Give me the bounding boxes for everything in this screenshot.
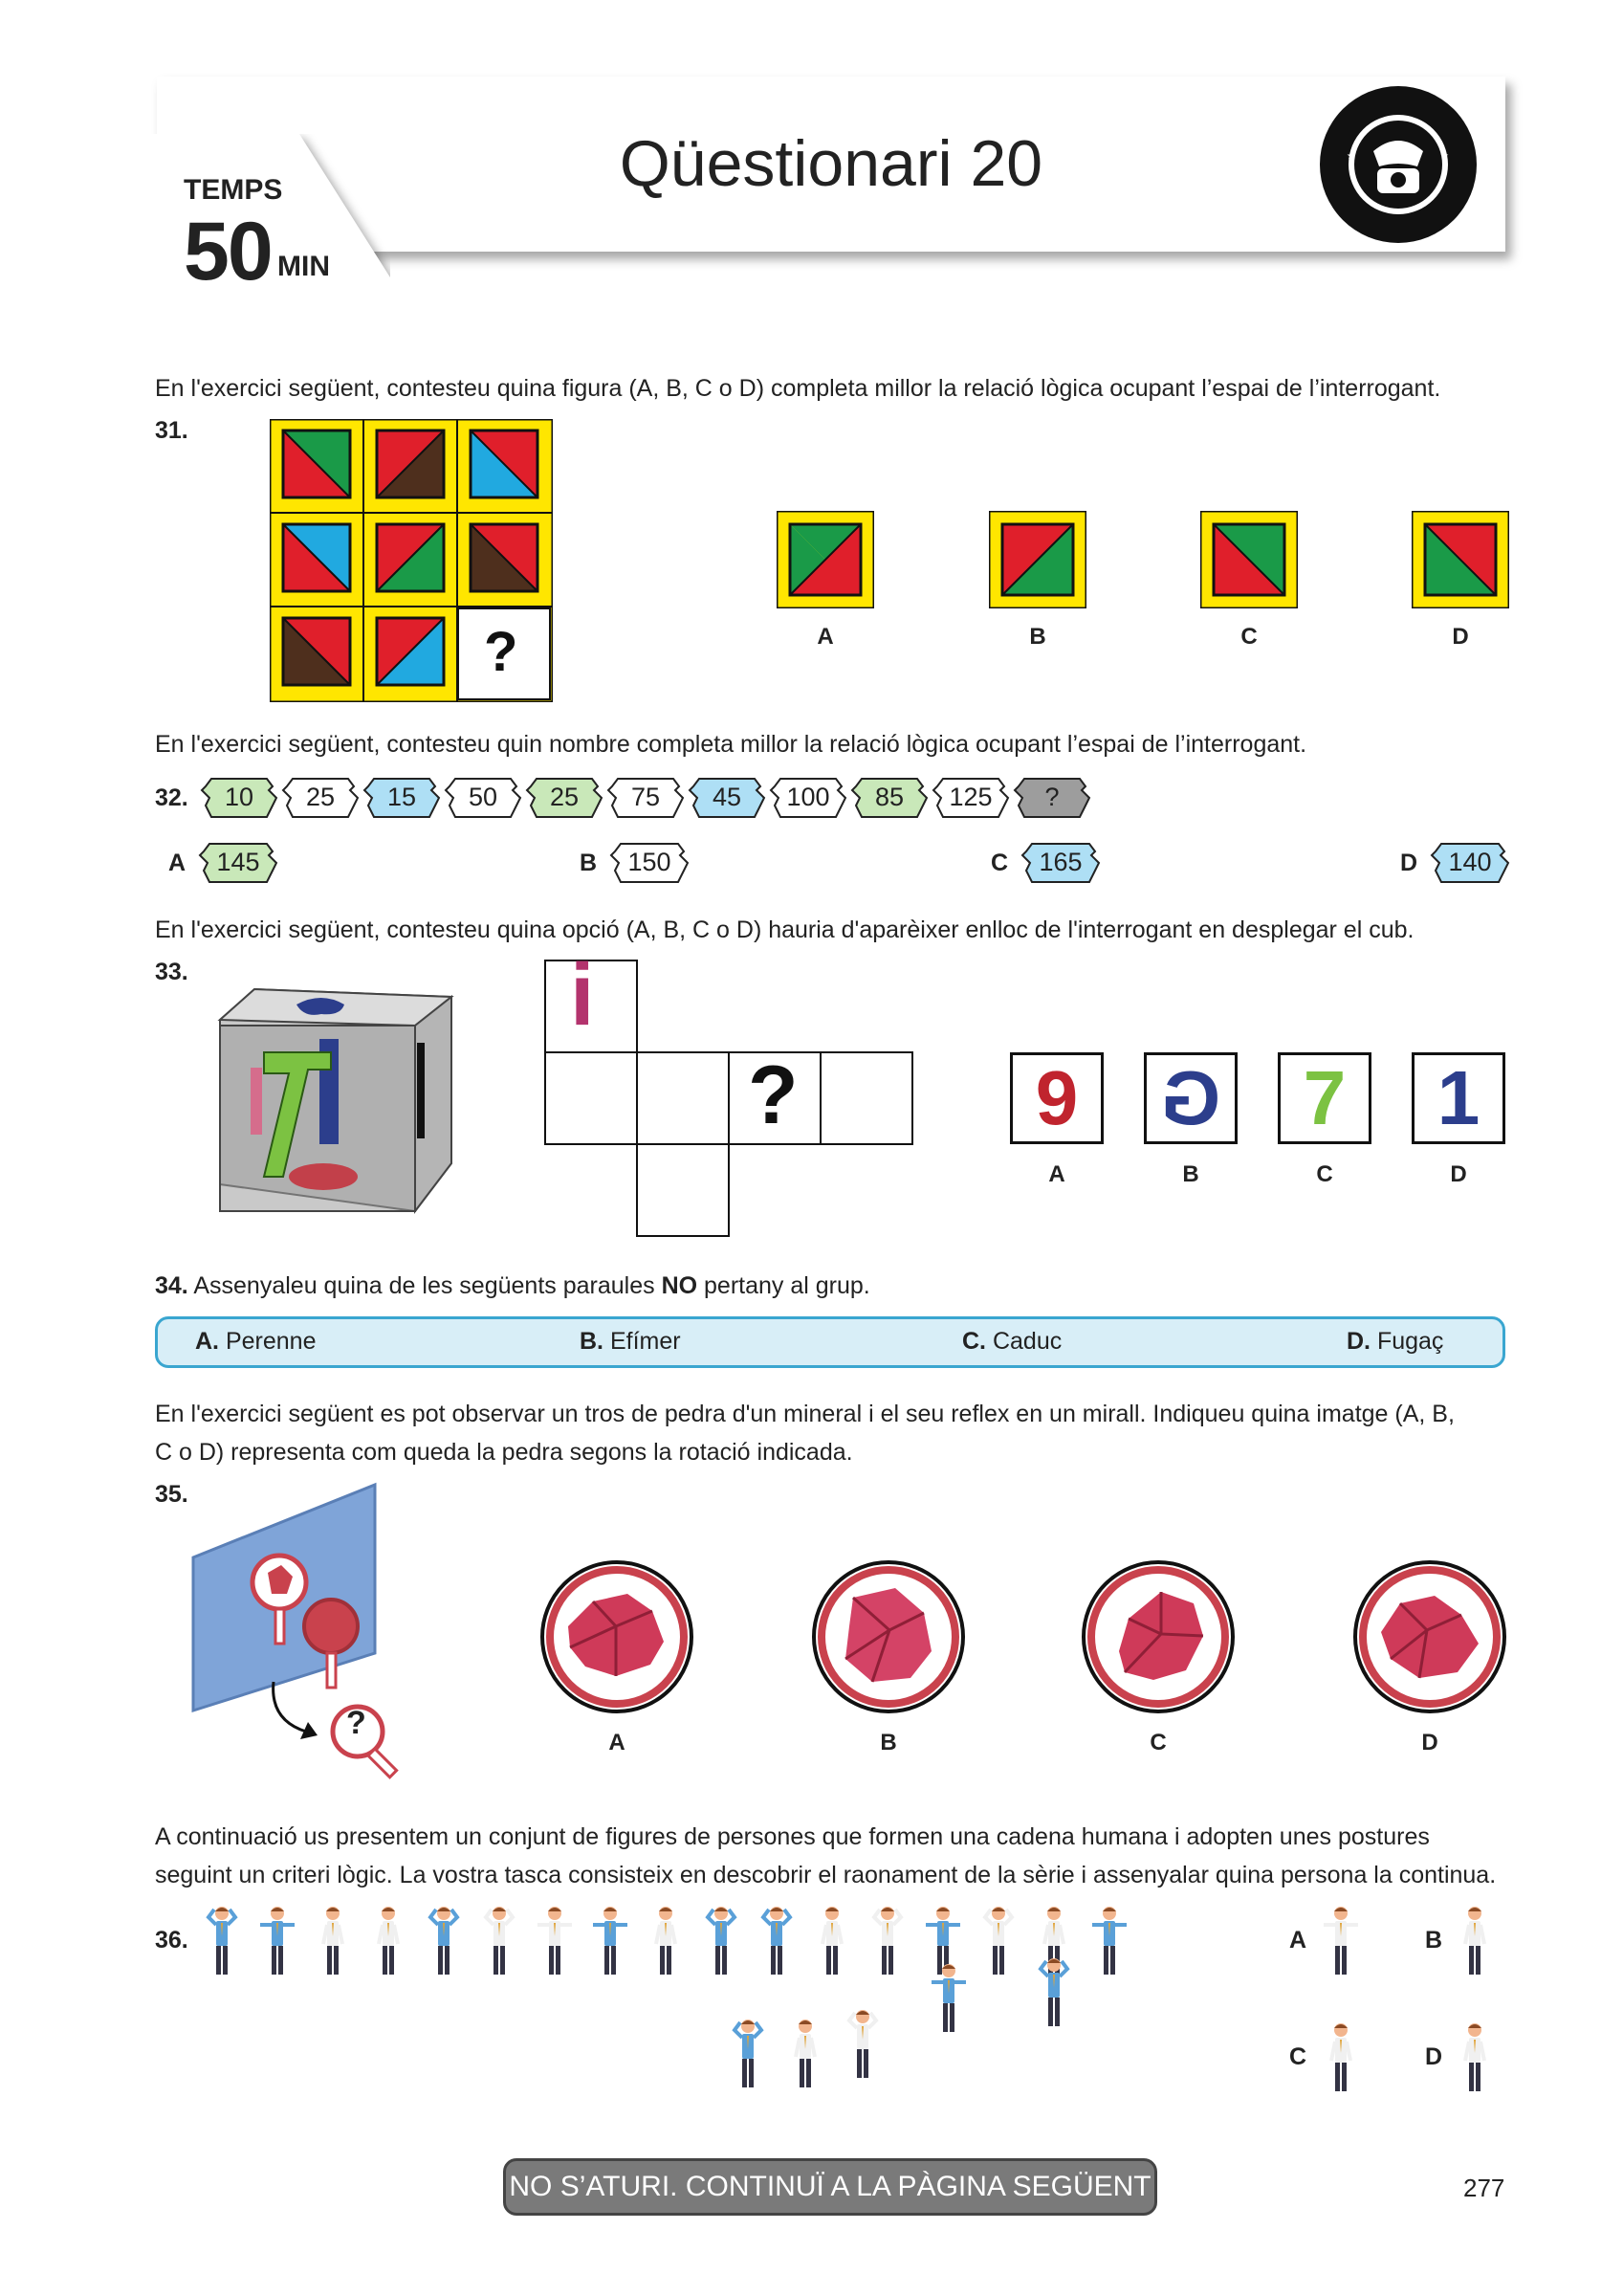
q32-option-value [197,842,279,884]
q31-cell-4 [283,524,350,591]
q36-person [811,1904,853,1978]
q34-option-b[interactable] [580,1328,681,1356]
q35-question-mark: ? [346,1705,366,1741]
q32-sequence-item [280,777,361,819]
q36-person [645,1904,687,1978]
q35-option-c-label: C [1150,1730,1167,1755]
q36-person [423,1904,465,1978]
q36-person [478,1904,520,1978]
instruction-35-line2: C o D) representa com queda la pedra segons la rotació indicada. [155,1439,853,1466]
svg-text:★: ★ [1440,151,1449,162]
question-number-31: 31. [155,417,188,444]
q36-option-person [1320,2020,1362,2095]
q36-option-b[interactable] [1454,1904,1496,1983]
q31-option-c-figure[interactable] [1200,511,1298,608]
q36-option-person [1320,1904,1362,1978]
q36-person [534,1904,576,1978]
q36-person [1088,1904,1130,1978]
svg-text:15: 15 [386,783,417,811]
q31-option-c-label: C [1240,624,1258,650]
q32-option-c-label: C [991,850,1009,876]
q32-sequence-item [605,777,686,819]
q34-option-c-value: Caduc [992,1328,1063,1355]
q36-option-c-label: C [1289,2043,1307,2070]
q33-option-c-label: C [1316,1161,1333,1187]
q32-sequence-item [849,777,930,819]
q36-person [312,1904,354,1978]
instruction-31: En l'exercici següent, contesteu quina figura (A, B, C o D) completa millor la relació lògica ocupant l’espai de l’interrogant. [155,375,1441,402]
svg-text:125: 125 [949,783,993,811]
q31-question-mark: ? [484,621,518,683]
q32-option-a[interactable] [197,842,279,884]
q34-text-before: Assenyaleu quina de les següents paraules [193,1272,655,1299]
q34-question [155,1267,870,1305]
q32-sequence-item [443,777,523,819]
q36-person [784,2017,826,2091]
q32-sequence-item [768,777,848,819]
q34-option-b-label: B. [580,1328,603,1355]
q32-sequence-item [524,777,604,819]
q36-person [367,1904,409,1978]
q33-option-a-label: A [1048,1161,1065,1187]
q31-cell-1 [283,430,350,497]
q35-mirror-figure [187,1481,417,1787]
q34-option-c-label: C. [962,1328,986,1355]
q33-cube [216,985,455,1215]
q31-option-a-label: A [817,624,834,650]
q32-sequence-item [687,777,767,819]
q35-option-d-label: D [1421,1730,1438,1755]
svg-text:145: 145 [216,848,260,876]
q36-option-c[interactable] [1320,2020,1362,2100]
q36-person [589,1904,631,1978]
q31-option-b-figure[interactable] [989,511,1086,608]
question-number-35: 35. [155,1481,188,1508]
svg-text:10: 10 [224,783,254,811]
q33-option-c[interactable]: 7 [1278,1052,1371,1144]
svg-text:?: ? [1044,783,1060,811]
svg-text:25: 25 [549,783,580,811]
q36-option-d[interactable] [1454,2020,1496,2100]
q34-option-a-value: Perenne [225,1328,317,1355]
q36-option-b-label: B [1425,1927,1443,1954]
q33-net-top-glyph: i [570,946,595,1044]
q34-option-d-value: Fugaç [1376,1328,1444,1355]
q35-option-d-figure[interactable] [1352,1559,1507,1714]
svg-text:★: ★ [1347,151,1355,162]
q32-sequence [199,777,1108,821]
q34-option-a[interactable] [195,1328,316,1356]
q36-option-person [1454,1904,1496,1978]
q36-option-person [1454,2020,1496,2095]
page-title: Qüestionari 20 [619,127,1043,200]
q32-sequence-item [1012,777,1092,819]
q34-option-d[interactable] [1347,1328,1443,1356]
q35-option-b-figure[interactable] [811,1559,966,1714]
q32-sequence-item [931,777,1011,819]
q36-person [866,1904,909,1978]
q36-option-a[interactable] [1320,1904,1362,1983]
q33-option-b[interactable]: G [1144,1052,1238,1144]
q33-option-d-label: D [1450,1161,1467,1187]
q36-person [700,1904,742,1978]
svg-text:100: 100 [786,783,830,811]
q36-person [727,2017,769,2091]
q32-sequence-item [362,777,442,819]
svg-text:45: 45 [712,783,742,811]
q36-person [1033,1955,1075,2030]
q31-cell-7 [283,618,350,685]
q31-cell-5 [377,524,444,591]
svg-text:85: 85 [874,783,905,811]
instruction-36-line1: A continuació us presentem un conjunt de figures de persones que formen una cadena humana i adopten unes postures [155,1823,1430,1850]
q35-option-c-figure[interactable] [1081,1559,1236,1714]
q33-option-b-label: B [1182,1161,1199,1187]
svg-text:25: 25 [305,783,336,811]
q36-person [842,2007,884,2082]
logo [1318,84,1479,245]
q32-option-value [608,842,691,884]
q34-option-d-label: D. [1347,1328,1371,1355]
q33-net-question-mark: ? [748,1049,799,1141]
svg-text:50: 50 [468,783,498,811]
q32-option-c[interactable] [1020,842,1102,884]
q34-option-c[interactable] [962,1328,1062,1356]
question-number-33: 33. [155,959,188,985]
q34-options-box [155,1316,1505,1368]
q36-person [928,1961,970,2036]
instruction-33: En l'exercici següent, contesteu quina opció (A, B, C o D) hauria d'aparèixer enlloc de l'interrogant en desplegar el cub. [155,916,1415,943]
q31-cell-6 [471,524,537,591]
q32-option-a-label: A [168,850,186,876]
q36-person [756,1904,798,1978]
q35-option-a-label: A [608,1730,625,1755]
q31-option-d-figure[interactable] [1412,511,1509,608]
continue-button[interactable]: NO S’ATURI. CONTINUÏ A LA PÀGINA SEGÜENT [503,2158,1157,2216]
q31-option-b-label: B [1029,624,1046,650]
time-value: 50 [184,206,272,298]
svg-text:140: 140 [1448,848,1492,876]
time-unit: MIN [277,251,330,282]
q31-cell-8 [377,618,444,685]
q36-option-d-label: D [1425,2043,1443,2070]
q33-option-d[interactable]: 1 [1412,1052,1505,1144]
q36-option-a-label: A [1289,1927,1307,1954]
instruction-32: En l'exercici següent, contesteu quin nombre completa millor la relació lògica ocupant l’espai de l’interrogant. [155,731,1307,758]
q31-cell-2 [377,430,444,497]
instruction-35-line1: En l'exercici següent es pot observar un tros de pedra d'un mineral i el seu reflex en un mirall. Indiqueu quina imatge (A, B, [155,1401,1455,1427]
q36-person [201,1904,243,1978]
q33-net [543,959,920,1242]
q32-option-value [1429,842,1511,884]
q31-option-d-label: D [1452,624,1469,650]
svg-text:75: 75 [630,783,661,811]
question-number-36: 36. [155,1927,188,1954]
time-label: TEMPS [184,174,283,206]
svg-text:165: 165 [1039,848,1083,876]
svg-text:150: 150 [627,848,671,876]
q35-option-a-figure[interactable] [539,1559,694,1714]
q34-option-b-value: Efímer [609,1328,681,1355]
q35-option-b-label: B [880,1730,897,1755]
q32-option-value [1020,842,1102,884]
instruction-36-line2: seguint un criteri lògic. La vostra tasca consisteix en descobrir el raonament de la sèrie i assenyalar quina persona la continua. [155,1862,1497,1888]
q31-cell-3 [471,430,537,497]
q36-person-chain [201,1904,1157,2095]
question-number-32: 32. [155,784,188,811]
q33-option-a[interactable]: 9 [1010,1052,1104,1144]
question-number-34: 34. [155,1272,188,1299]
q36-person [977,1904,1020,1978]
q34-text-after: pertany al grup. [704,1272,870,1299]
q32-sequence-item [199,777,279,819]
q32-option-d[interactable] [1429,842,1511,884]
q32-option-b-label: B [580,850,598,876]
page-number: 277 [1463,2174,1505,2202]
q31-option-a-figure[interactable] [777,511,874,608]
q34-option-a-label: A. [195,1328,219,1355]
q36-person [256,1904,298,1978]
q32-option-b[interactable] [608,842,691,884]
q34-text-bold: NO [661,1272,698,1299]
q32-option-d-label: D [1400,850,1418,876]
